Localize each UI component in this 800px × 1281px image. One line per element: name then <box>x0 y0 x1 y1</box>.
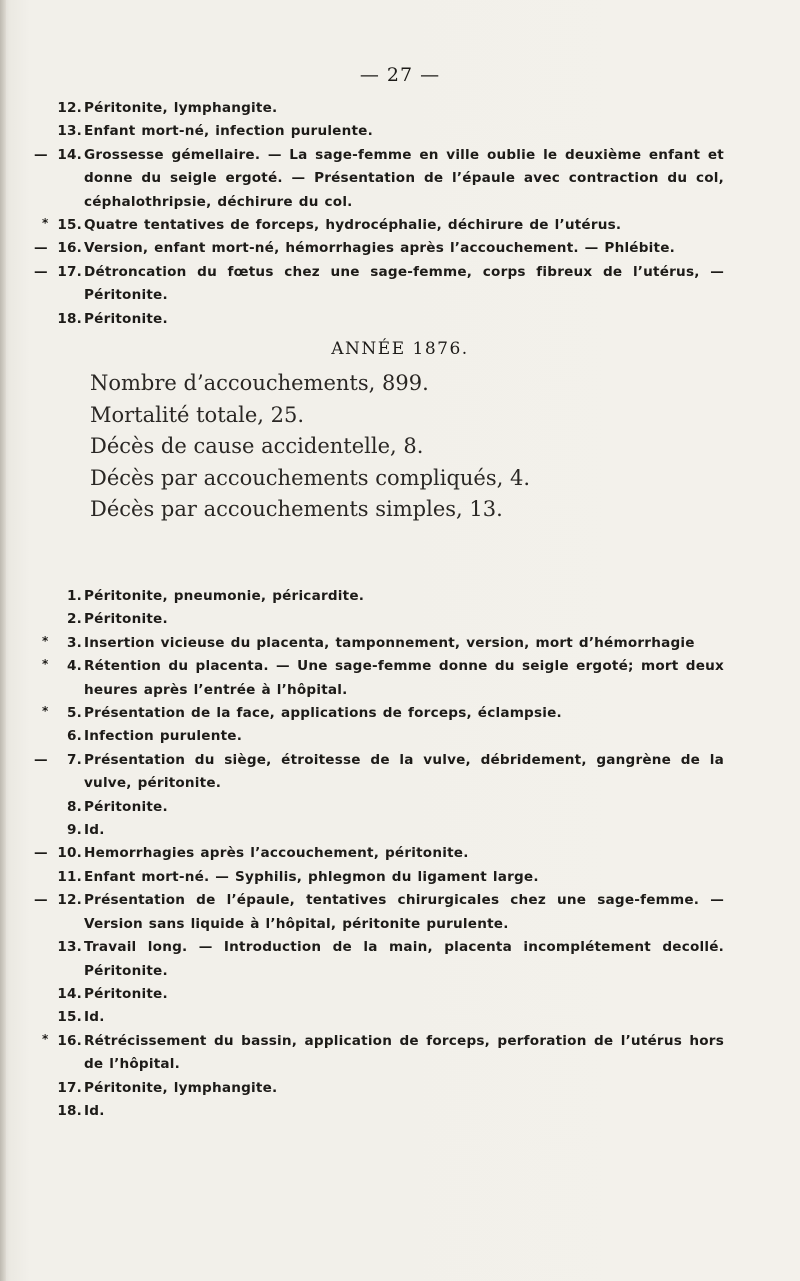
case-description: Travail long. — Introduction de la main, placenta incomplétement decollé. Péritonite. <box>84 939 724 979</box>
case-description: Grossesse gémellaire. — La sage-femme en ville oublie le deuxième enfant et donne du seigle ergoté. — Présentation de l’épaule avec contraction du col, céphalothripsie, déchirure du col. <box>84 146 724 210</box>
case-description: Rétrécissement du bassin, application de forceps, perforation de l’utérus hors de l’hôpital. <box>84 1032 724 1073</box>
case-entry <box>0 983 800 1006</box>
year-heading: ANNÉE 1876. <box>331 339 469 359</box>
case-number: 14. <box>57 146 82 163</box>
case-entry <box>0 796 800 819</box>
case-number: 6. <box>66 728 82 745</box>
case-description: Présentation de l’épaule, tentatives chirurgicales chez une sage-femme. — Version sans liquide à l’hôpital, péritonite purulente. <box>84 892 724 932</box>
case-mark: — <box>34 240 48 257</box>
case-mark: * <box>42 633 49 648</box>
case-number: 4. <box>66 658 82 675</box>
case-entry <box>0 866 800 889</box>
case-description: Présentation de la face, applications de forceps, éclampsie. <box>84 705 562 722</box>
stat-accidental-deaths: Décès de cause accidentelle, 8. <box>90 434 424 458</box>
case-number: 16. <box>57 240 82 257</box>
case-description: Id. <box>84 822 105 839</box>
case-mark: * <box>42 216 49 231</box>
stat-complicated-deaths: Décès par accouchements compliqués, 4. <box>90 465 531 490</box>
case-entry <box>0 261 800 308</box>
case-description: Insertion vicieuse du placenta, tamponnement, version, mort d’hémorrhagie <box>84 634 695 651</box>
case-mark: * <box>42 704 49 719</box>
case-description: Péritonite, lymphangite. <box>84 1079 278 1096</box>
stat-simple-deaths: Décès par accouchements simples, 13. <box>90 497 503 521</box>
case-number: 17. <box>57 1079 82 1096</box>
case-number: 15. <box>57 1009 82 1026</box>
case-entry <box>0 1100 800 1123</box>
case-entry <box>0 819 800 842</box>
case-description: Quatre tentatives de forceps, hydrocéphalie, déchirure de l’utérus. <box>84 217 622 234</box>
case-list-previous-year <box>0 97 800 331</box>
case-mark: — <box>34 892 48 909</box>
case-description: Péritonite. <box>84 310 168 327</box>
case-number: 18. <box>57 310 82 327</box>
case-number: 16. <box>57 1032 82 1049</box>
case-mark: — <box>34 146 48 163</box>
case-entry <box>0 97 800 120</box>
case-description: Péritonite, pneumonie, péricardite. <box>84 588 365 604</box>
case-entry <box>0 1077 800 1100</box>
case-description: Hemorrhagies après l’accouchement, péritonite. <box>84 845 469 862</box>
case-number: 18. <box>57 1102 82 1119</box>
case-description: Détroncation du fœtus chez une sage-femme, corps fibreux de l’utérus, — Péritonite. <box>84 263 724 304</box>
case-number: 12. <box>57 100 82 116</box>
case-description: Id. <box>84 1009 105 1026</box>
case-number: 13. <box>57 939 82 956</box>
case-entry <box>0 608 800 631</box>
stat-births: Nombre d’accouchements, 899. <box>90 371 429 395</box>
case-description: Enfant mort-né. — Syphilis, phlegmon du ligament large. <box>84 868 539 885</box>
case-entry <box>0 842 800 865</box>
case-description: Version, enfant mort-né, hémorrhagies après l’accouchement. — Phlébite. <box>84 240 676 257</box>
case-number: 17. <box>57 263 82 280</box>
case-number: 13. <box>57 123 82 140</box>
case-description: Péritonite, lymphangite. <box>84 100 278 116</box>
case-mark: — <box>34 751 48 768</box>
case-description: Id. <box>84 1102 105 1119</box>
case-entry <box>0 632 800 655</box>
case-entry <box>0 237 800 260</box>
case-mark: — <box>34 845 48 862</box>
case-number: 15. <box>57 217 82 234</box>
case-number: 5. <box>66 705 82 722</box>
case-entry <box>0 585 800 608</box>
case-description: Péritonite. <box>84 985 168 1002</box>
case-number: 14. <box>57 985 82 1002</box>
case-number: 10. <box>57 845 82 862</box>
case-entry <box>0 725 800 748</box>
case-description: Enfant mort-né, infection purulente. <box>84 123 373 140</box>
case-entry <box>0 1006 800 1029</box>
page-number: — 27 — <box>359 64 441 86</box>
case-entry <box>0 936 800 983</box>
case-number: 8. <box>66 798 82 815</box>
case-mark: * <box>42 657 49 672</box>
case-entry <box>0 214 800 237</box>
case-number: 7. <box>66 751 82 768</box>
case-list-1876 <box>0 585 800 1123</box>
case-number: 1. <box>66 588 82 604</box>
case-entry <box>0 889 800 936</box>
case-description: Péritonite. <box>84 611 168 628</box>
case-number: 3. <box>66 634 82 651</box>
case-number: 2. <box>66 611 82 628</box>
case-number: 9. <box>66 822 82 839</box>
case-entry <box>0 144 800 214</box>
case-entry <box>0 702 800 725</box>
case-mark: * <box>42 1031 49 1046</box>
case-entry <box>0 120 800 143</box>
case-entry <box>0 1030 800 1077</box>
case-mark: — <box>34 263 48 280</box>
case-number: 11. <box>57 868 82 885</box>
case-number: 12. <box>57 892 82 909</box>
year-statistics <box>90 368 530 526</box>
case-entry <box>0 655 800 702</box>
case-description: Présentation du siège, étroitesse de la vulve, débridement, gangrène de la vulve, péritonite. <box>84 751 724 792</box>
case-description: Rétention du placenta. — Une sage-femme donne du seigle ergoté; mort deux heures après l’entrée à l’hôpital. <box>84 658 724 698</box>
case-entry <box>0 749 800 796</box>
case-description: Péritonite. <box>84 798 168 815</box>
case-description: Infection purulente. <box>84 728 243 745</box>
stat-total-mortality: Mortalité totale, 25. <box>90 402 305 427</box>
case-entry <box>0 308 800 331</box>
